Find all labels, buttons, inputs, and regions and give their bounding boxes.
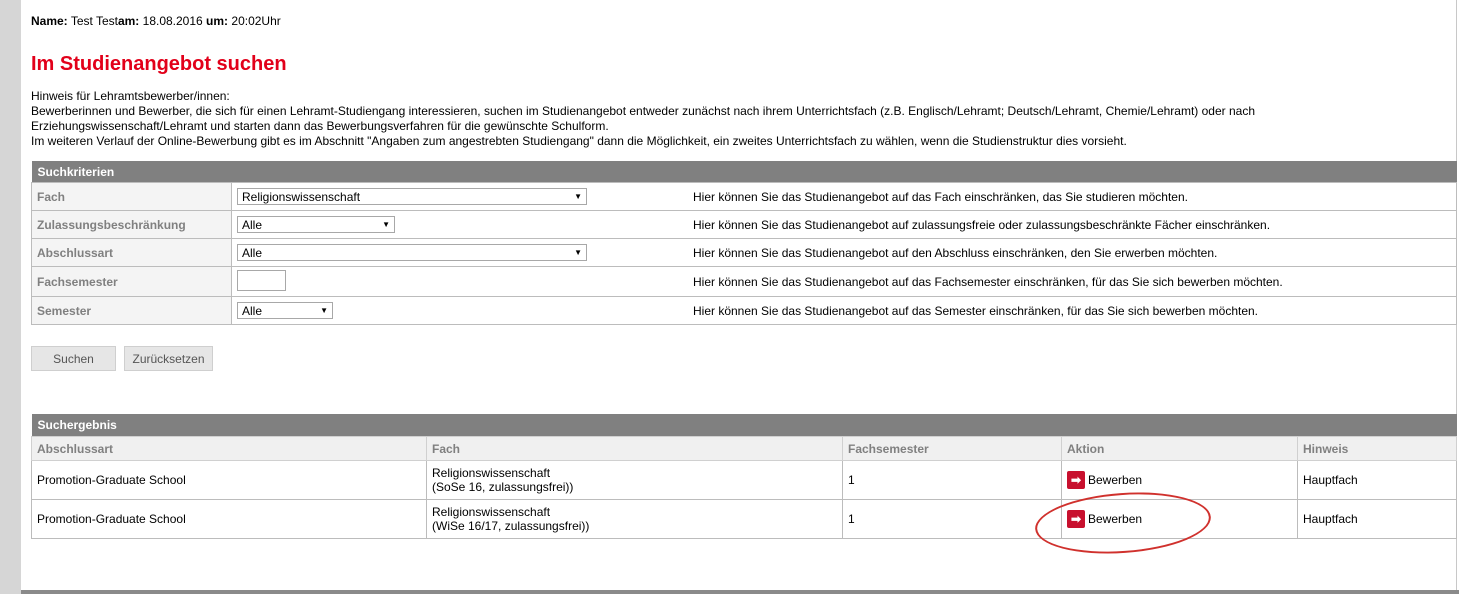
- abschlussart-cell: [232, 239, 679, 267]
- reset-button[interactable]: Zurücksetzen: [124, 346, 213, 371]
- results-header-row: [32, 437, 1457, 461]
- col-header-fachsemester: Fachsemester: [843, 437, 1062, 461]
- criteria-row-abschlussart: [32, 239, 1457, 267]
- time-value: 20:02Uhr: [231, 14, 281, 28]
- search-button[interactable]: Suchen: [31, 346, 116, 371]
- page-title: Im Studienangebot suchen: [31, 53, 287, 75]
- chevron-down-icon: ▼: [574, 248, 582, 257]
- results-caption: Suchergebnis: [32, 414, 1457, 437]
- abschlussart-description: Hier können Sie das Studienangebot auf den Abschluss einschränken, den Sie erwerben möchten.: [678, 239, 1457, 267]
- criteria-row-semester: [32, 297, 1457, 325]
- fach-cell: [232, 183, 679, 211]
- col-header-abschlussart: Abschlussart: [32, 437, 427, 461]
- zulassung-cell: [232, 211, 679, 239]
- abschlussart-select-value: Alle: [242, 245, 263, 260]
- time-label: um:: [206, 14, 229, 28]
- row-fach: [427, 461, 843, 500]
- fach-name: Religionswissenschaft: [432, 466, 551, 480]
- abschlussart-label: Abschlussart: [32, 239, 232, 267]
- bewerben-label: Bewerben: [1088, 512, 1143, 526]
- name-value: Test Test: [70, 14, 118, 28]
- search-criteria-table: [31, 161, 1457, 325]
- fach-select-value: Religionswissenschaft: [242, 189, 361, 204]
- row-aktion: [1062, 461, 1298, 500]
- chevron-down-icon: ▼: [382, 220, 390, 229]
- hint-line: Bewerberinnen und Bewerber, die sich für einen Lehramt-Studiengang interessieren, suchen im Studienangebot entweder zunächst nach ihrem Unterrichtsfach (z.B. Englisch/Lehramt; Deutsch/Lehramt, Chemie/Lehramt) oder nach: [31, 104, 1255, 118]
- abschlussart-select[interactable]: [237, 244, 587, 261]
- semester-select-value: Alle: [242, 303, 263, 318]
- lehramt-hint: [31, 89, 1255, 149]
- fach-description: Hier können Sie das Studienangebot auf das Fach einschränken, das Sie studieren möchten.: [678, 183, 1457, 211]
- fach-detail: (SoSe 16, zulassungsfrei)): [432, 480, 574, 494]
- bewerben-label: Bewerben: [1088, 473, 1143, 487]
- hint-line: Erziehungswissenschaft/Lehramt und starten dann das Bewerbungsverfahren für die gewünschte Schulform.: [31, 119, 609, 133]
- bewerben-link[interactable]: [1067, 471, 1142, 489]
- fach-select[interactable]: [237, 188, 587, 205]
- semester-label: Semester: [32, 297, 232, 325]
- table-row: [32, 461, 1457, 500]
- fachsemester-description: Hier können Sie das Studienangebot auf das Fachsemester einschränken, für das Sie sich bewerben möchten.: [678, 267, 1457, 297]
- zulassung-label: Zulassungsbeschränkung: [32, 211, 232, 239]
- user-info: [31, 14, 281, 28]
- semester-description: Hier können Sie das Studienangebot auf das Semester einschränken, für das Sie sich bewerben möchten.: [678, 297, 1457, 325]
- row-hinweis: Hauptfach: [1298, 500, 1457, 539]
- semester-cell: [232, 297, 679, 325]
- table-row: [32, 500, 1457, 539]
- criteria-row-zulassung: [32, 211, 1457, 239]
- arrow-right-icon: ➡: [1067, 510, 1085, 528]
- row-fachsemester: 1: [843, 461, 1062, 500]
- criteria-caption: Suchkriterien: [32, 161, 1457, 183]
- zulassung-select-value: Alle: [242, 217, 263, 232]
- criteria-row-fach: [32, 183, 1457, 211]
- chevron-down-icon: ▼: [574, 192, 582, 201]
- fachsemester-input[interactable]: [237, 270, 286, 291]
- row-hinweis: Hauptfach: [1298, 461, 1457, 500]
- fach-name: Religionswissenschaft: [432, 505, 551, 519]
- bottom-border: [21, 590, 1459, 594]
- fachsemester-cell: [232, 267, 679, 297]
- fach-detail: (WiSe 16/17, zulassungsfrei)): [432, 519, 590, 533]
- semester-select[interactable]: [237, 302, 333, 319]
- criteria-row-fachsemester: [32, 267, 1457, 297]
- zulassung-description: Hier können Sie das Studienangebot auf zulassungsfreie oder zulassungsbeschränkte Fächer einschränken.: [678, 211, 1457, 239]
- arrow-right-icon: ➡: [1067, 471, 1085, 489]
- date-value: 18.08.2016: [142, 14, 203, 28]
- search-results-table: [31, 414, 1457, 539]
- date-label: am:: [117, 14, 140, 28]
- col-header-aktion: Aktion: [1062, 437, 1298, 461]
- col-header-fach: Fach: [427, 437, 843, 461]
- chevron-down-icon: ▼: [320, 306, 328, 315]
- row-abschlussart: Promotion-Graduate School: [32, 461, 427, 500]
- left-sidebar-strip: [0, 0, 21, 594]
- row-abschlussart: Promotion-Graduate School: [32, 500, 427, 539]
- zulassung-select[interactable]: [237, 216, 395, 233]
- hint-line: Hinweis für Lehramtsbewerber/innen:: [31, 89, 230, 103]
- fach-label: Fach: [32, 183, 232, 211]
- col-header-hinweis: Hinweis: [1298, 437, 1457, 461]
- hint-line: Im weiteren Verlauf der Online-Bewerbung gibt es im Abschnitt "Angaben zum angestrebten Studiengang" dann die Möglichkeit, ein zweites Unterrichtsfach zu wählen, wenn die Studienstruktur dies vorsieht.: [31, 134, 1127, 148]
- row-fachsemester: 1: [843, 500, 1062, 539]
- fachsemester-label: Fachsemester: [32, 267, 232, 297]
- name-label: Name:: [31, 14, 68, 28]
- row-fach: [427, 500, 843, 539]
